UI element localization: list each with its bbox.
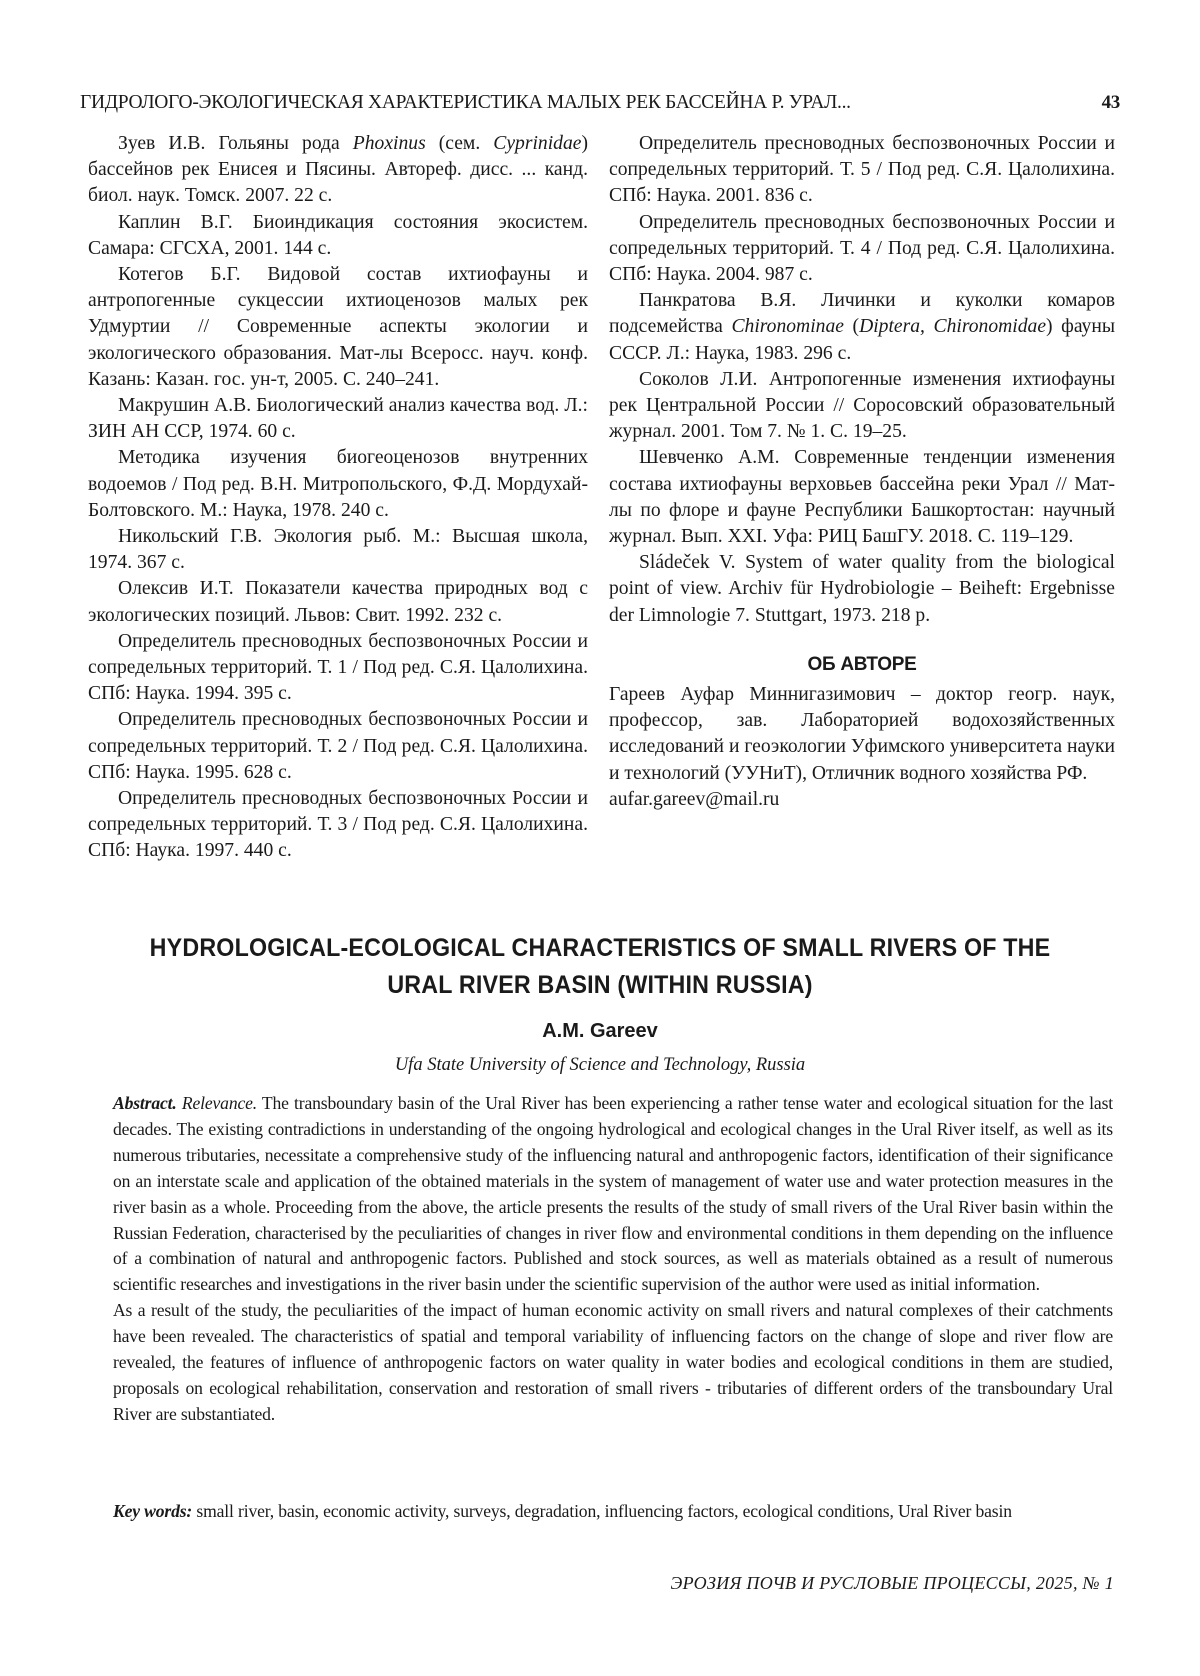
reference-italic-term: Diptera, Chironomidae	[859, 316, 1047, 338]
abstract-paragraph-2: As a result of the study, the peculiarities of the impact of human economic activity on small rivers and natural complexes of their catchments have been revealed. The characteristics of spatial and temporal variability of influencing factors on the change of slope and river flow are revealed, the features of influence of anthropogenic factors on water quality in water bodies and ecological conditions in them are studied, proposals on ecological rehabilitation, conservation and restoration of small rivers - tributaries of different orders of the transboundary Ural River are substantiated.	[113, 1300, 1113, 1424]
reference-text: Никольский Г.В. Экология рыб. М.: Высшая школа, 1974. 367 с.	[88, 526, 588, 574]
references-right-column	[609, 131, 1115, 813]
reference-text: Определитель пресноводных беспозвоночных России и сопредельных территорий. Т. 3 / Под ред. С.Я. Цалолихина. СПб: Наука. 1997. 440 с.	[88, 788, 588, 862]
author-email[interactable]: aufar.gareev@mail.ru	[609, 788, 780, 810]
reference-item	[88, 131, 588, 210]
reference-text: Панкратова В.Я. Личинки и куколки комаров подсемейства	[609, 290, 1115, 338]
reference-item	[609, 550, 1115, 629]
reference-text: Определитель пресноводных беспозвоночных России и сопредельных территорий. Т. 4 / Под ред. С.Я. Цалолихина. СПб: Наука. 2004. 987 с.	[609, 211, 1115, 286]
reference-item	[88, 524, 588, 576]
about-author-heading: ОБ АВТОРЕ	[807, 653, 917, 675]
english-author: A.M. Gareev	[542, 1020, 658, 1042]
reference-text: Зуев И.В. Гольяны рода	[118, 133, 353, 154]
reference-text: Определитель пресноводных беспозвоночных России и сопредельных территорий. Т. 5 / Под ред. С.Я. Цалолихина. СПб: Наука. 2001. 836 с.	[609, 133, 1115, 207]
reference-item	[88, 707, 588, 786]
abstract-label: Abstract.	[113, 1093, 177, 1113]
reference-text: Определитель пресноводных беспозвоночных России и сопредельных территорий. Т. 1 / Под ред. С.Я. Цалолихина. СПб: Наука. 1994. 395 с.	[88, 630, 588, 705]
reference-item	[88, 445, 588, 524]
relevance-label: Relevance.	[181, 1093, 258, 1113]
reference-text: ) бассейнов рек Енисея и Пясины. Автореф. дисс. ... канд. биол. наук. Томск. 2007. 22 с.	[88, 133, 588, 207]
reference-list-left	[88, 131, 588, 865]
keywords-text: small river, basin, economic activity, surveys, degradation, influencing factors, ecological conditions, Ural River basin	[196, 1501, 1012, 1521]
reference-text: Шевченко А.М. Современные тенденции изменения состава ихтиофауны верховьев бассейна реки Урал // Мат-лы по флоре и фауне Республики Башкортостан: научный журнал. Вып. XXI. Уфа: РИЦ БашГУ. 2018. С. 119–129.	[609, 447, 1115, 548]
reference-text: (сем.	[425, 133, 494, 154]
reference-item	[88, 262, 588, 393]
reference-item	[609, 367, 1115, 446]
abstract-text-1: The transboundary basin of the Ural River has been experiencing a rather tense water and ecological situation for the last decades. The existing contradictions in understanding of the ongoing hydrological and ecological changes in the Ural River itself, as well as its numerous tributaries, necessitate a comprehensive study of the influencing natural and anthropogenic factors, identification of their significance on an interstate scale and application of the obtained materials in the system of management of water use and water protection measures in the river basin as a whole. Proceeding from the above, the article presents the results of the study of small rivers of the Ural River basin within the Russian Federation, characterised by the peculiarities of changes in river flow and environmental conditions in them depending on the influence of a combination of natural and anthropogenic factors. Published and stock sources, as well as materials obtained as a result of numerous scientific researches and investigations in the river basin under the scientific supervision of the author were used as initial information.	[113, 1093, 1114, 1295]
reference-text: Соколов Л.И. Антропогенные изменения ихтиофауны рек Центральной России // Соросовский образовательный журнал. 2001. Том 7. № 1. С. 19–25.	[609, 368, 1115, 443]
reference-text: Олексив И.Т. Показатели качества природных вод с экологических позиций. Львов: Свит. 1992. 232 с.	[88, 578, 588, 626]
reference-text: Sládeček V. System of water quality from the biological point of view. Archiv für Hydrobiologie – Beiheft: Ergebnisse der Limnologie 7. Stuttgart, 1973. 218 p.	[609, 552, 1115, 626]
reference-italic-term: Phoxinus	[352, 133, 426, 154]
reference-item	[88, 576, 588, 628]
reference-item	[88, 393, 588, 445]
english-title: HYDROLOGICAL-ECOLOGICAL CHARACTERISTICS OF SMALL RIVERS OF THE URAL RIVER BASIN (WITHIN RUSSIA)	[149, 934, 1051, 999]
page-number: 43	[1101, 92, 1120, 113]
reference-item	[609, 288, 1115, 367]
running-title: ГИДРОЛОГО-ЭКОЛОГИЧЕСКАЯ ХАРАКТЕРИСТИКА МАЛЫХ РЕК БАССЕЙНА Р. УРАЛ...	[80, 92, 851, 113]
reference-text: Котегов Б.Г. Видовой состав ихтиофауны и антропогенные сукцессии ихтиоценозов малых рек Удмуртии // Современные аспекты экологии и экологического образования. Мат-лы Всеросс. науч. конф. Казань: Казан. гос. ун-т, 2005. С. 240–241.	[88, 264, 588, 390]
reference-text: (	[843, 316, 860, 338]
references-left-column	[88, 131, 588, 865]
english-affiliation: Ufa State University of Science and Technology, Russia	[394, 1055, 806, 1075]
reference-text: Макрушин А.В. Биологический анализ качества вод. Л.: ЗИН АН ССР, 1974. 60 с.	[88, 395, 588, 443]
keywords	[113, 1499, 1113, 1525]
reference-item	[88, 210, 588, 262]
abstract-paragraph-1	[113, 1091, 1113, 1298]
reference-italic-term: Cyprinidae	[493, 133, 582, 154]
reference-item	[88, 629, 588, 708]
reference-text: Методика изучения биогеоценозов внутренних водоемов / Под ред. В.Н. Митропольского, Ф.Д. Мордухай-Болтовского. М.: Наука, 1978. 240 с.	[88, 447, 588, 521]
reference-item	[88, 786, 588, 865]
journal-footer: ЭРОЗИЯ ПОЧВ И РУСЛОВЫЕ ПРОЦЕССЫ, 2025, № 1	[670, 1573, 1114, 1593]
reference-text: Определитель пресноводных беспозвоночных России и сопредельных территорий. Т. 2 / Под ред. С.Я. Цалолихина. СПб: Наука. 1995. 628 с.	[88, 709, 588, 783]
reference-item	[609, 445, 1115, 550]
reference-list-right	[609, 131, 1115, 629]
abstract	[113, 1091, 1113, 1428]
keywords-label: Key words:	[113, 1501, 193, 1521]
reference-item	[609, 131, 1115, 210]
reference-text: ) фауны СССР. Л.: Наука, 1983. 296 с.	[609, 316, 1115, 364]
reference-italic-term: Chironominae	[731, 316, 844, 338]
reference-item	[609, 210, 1115, 289]
running-head	[80, 92, 1120, 114]
reference-text: Каплин В.Г. Биоиндикация состояния экосистем. Самара: СГСХА, 2001. 144 с.	[88, 211, 588, 259]
about-author-text: Гареев Ауфар Миннигазимович – доктор геогр. наук, профессор, зав. Лабораторией водохозяйственных исследований и геоэкологии Уфимского университета науки и технологий (УУНиТ), Отличник водного хозяйства РФ.	[609, 684, 1115, 784]
